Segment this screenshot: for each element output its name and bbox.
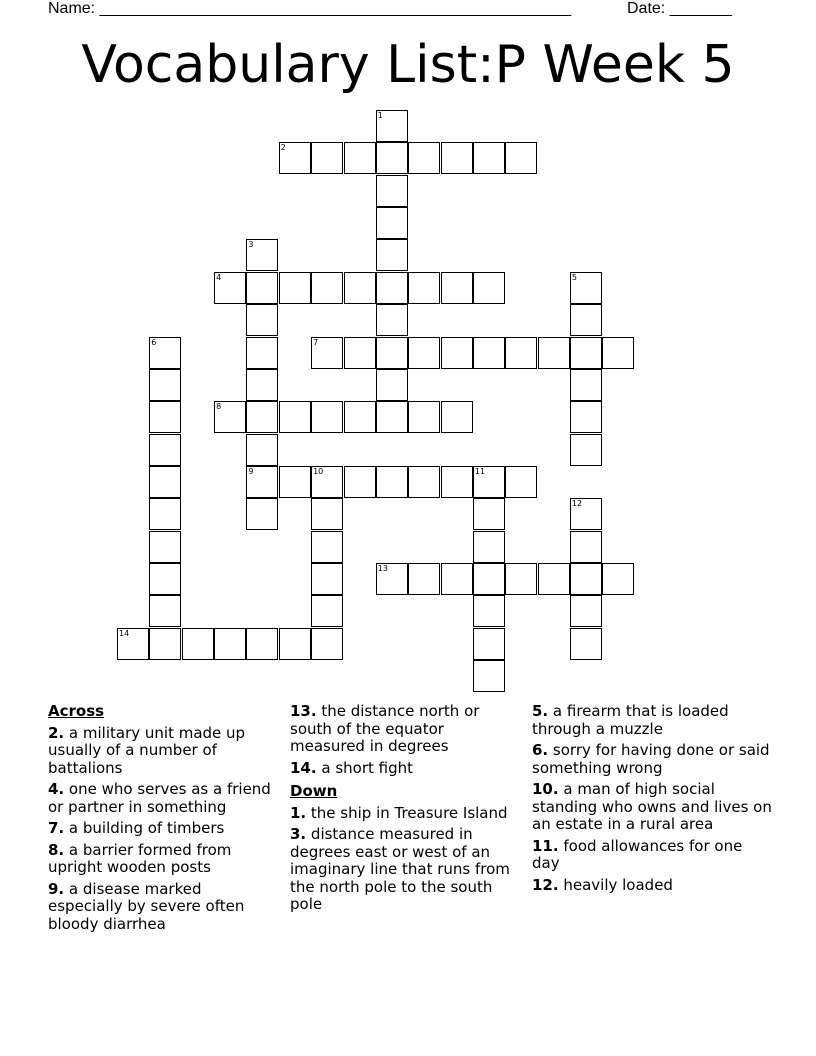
grid-cell[interactable]	[344, 466, 376, 498]
clue-number: 13	[377, 563, 388, 573]
grid-cell[interactable]	[279, 142, 311, 174]
grid-cell[interactable]	[149, 595, 181, 627]
grid-cell[interactable]	[246, 304, 278, 336]
clue-number: 7	[313, 337, 319, 347]
grid-cell[interactable]	[570, 563, 602, 595]
clue-number: 11	[474, 466, 486, 476]
grid-cell[interactable]	[376, 175, 408, 207]
grid-cell[interactable]	[570, 304, 602, 336]
clue-number: 1	[377, 111, 383, 120]
grid-cell[interactable]	[376, 401, 408, 433]
grid-cell[interactable]	[279, 628, 311, 660]
grid-cell[interactable]	[441, 466, 473, 498]
grid-cell[interactable]	[441, 142, 473, 174]
clue-down-5: 5. a firearm that is loaded through a muzzle	[532, 702, 729, 738]
grid-cell[interactable]	[246, 272, 278, 304]
grid-cell[interactable]	[473, 531, 505, 563]
grid-cell[interactable]	[473, 628, 505, 660]
grid-cell[interactable]	[570, 434, 602, 466]
clue-number: 10	[313, 466, 324, 476]
grid-cell[interactable]	[311, 401, 343, 433]
grid-cell[interactable]	[117, 628, 149, 660]
grid-cell[interactable]	[246, 239, 278, 271]
grid-cell[interactable]	[149, 434, 181, 466]
clue-number: 14	[119, 628, 130, 638]
grid-cell[interactable]	[214, 628, 246, 660]
clue-number: 3	[248, 240, 254, 250]
grid-cell[interactable]	[246, 434, 278, 466]
grid-cell[interactable]	[538, 337, 570, 369]
clue-across-14: 14. a short fight	[290, 758, 413, 777]
grid-cell[interactable]	[473, 660, 505, 692]
grid-cell[interactable]	[570, 628, 602, 660]
grid-cell[interactable]	[311, 498, 343, 530]
grid-cell[interactable]	[311, 563, 343, 595]
grid-cell[interactable]	[182, 628, 214, 660]
grid-cell[interactable]	[376, 304, 408, 336]
clue-number: 6	[151, 337, 157, 347]
grid-cell[interactable]	[311, 628, 343, 660]
grid-cell[interactable]	[473, 498, 505, 530]
grid-cell[interactable]	[473, 466, 505, 498]
grid-cell[interactable]	[246, 401, 278, 433]
grid-cell[interactable]	[279, 401, 311, 433]
grid-cell[interactable]	[311, 595, 343, 627]
grid-cell[interactable]	[602, 337, 634, 369]
grid-cell[interactable]	[376, 369, 408, 401]
grid-cell[interactable]	[311, 466, 343, 498]
grid-cell[interactable]	[246, 337, 278, 369]
grid-cell[interactable]	[570, 498, 602, 530]
clue-number: 8	[216, 402, 222, 412]
clue-number: 4	[216, 272, 222, 282]
grid-cell[interactable]	[376, 466, 408, 498]
grid-cell[interactable]	[473, 142, 505, 174]
grid-cell[interactable]	[570, 401, 602, 433]
down-heading: Down	[290, 782, 338, 800]
grid-cell[interactable]	[505, 563, 537, 595]
grid-cell[interactable]	[602, 563, 634, 595]
grid-cell[interactable]	[538, 563, 570, 595]
grid-cell[interactable]	[376, 142, 408, 174]
date-field[interactable]: Date: _______	[627, 0, 732, 17]
across-heading: Across	[48, 702, 105, 720]
grid-cell[interactable]	[149, 498, 181, 530]
grid-cell[interactable]	[344, 142, 376, 174]
grid-cell[interactable]	[376, 337, 408, 369]
grid-cell[interactable]	[246, 628, 278, 660]
grid-cell[interactable]	[505, 337, 537, 369]
name-field[interactable]: Name: _____________________________________________________	[48, 0, 572, 17]
grid-cell[interactable]	[473, 595, 505, 627]
grid-cell[interactable]	[408, 401, 440, 433]
grid-cell[interactable]	[570, 337, 602, 369]
grid-cell[interactable]	[441, 563, 473, 595]
grid-cell[interactable]	[376, 272, 408, 304]
grid-cell[interactable]	[149, 401, 181, 433]
grid-cell[interactable]	[279, 466, 311, 498]
clue-down-11: 11. food allowances for one day	[532, 836, 743, 872]
clue-across-8: 8. a barrier formed from upright wooden posts	[48, 840, 232, 876]
grid-cell[interactable]	[149, 531, 181, 563]
grid-cell[interactable]	[505, 466, 537, 498]
grid-cell[interactable]	[408, 337, 440, 369]
grid-cell[interactable]	[376, 239, 408, 271]
grid-cell[interactable]	[311, 531, 343, 563]
grid-cell[interactable]	[505, 142, 537, 174]
grid-cell[interactable]	[214, 401, 246, 433]
clue-down-6: 6. sorry for having done or said something wrong	[532, 741, 770, 777]
grid-cell[interactable]	[246, 498, 278, 530]
clue-down-3: 3. distance measured in degrees east or west of an imaginary line that runs from the north pole to the south pole	[290, 825, 510, 913]
grid-cell[interactable]	[344, 401, 376, 433]
grid-cell[interactable]	[570, 272, 602, 304]
clue-column-1	[48, 703, 276, 937]
grid-cell[interactable]	[570, 531, 602, 563]
grid-cell[interactable]	[246, 369, 278, 401]
grid-cell[interactable]	[149, 563, 181, 595]
clue-down-10: 10. a man of high social standing who owns and lives on an estate in a rural area	[532, 780, 772, 833]
grid-cell[interactable]	[570, 595, 602, 627]
grid-cell[interactable]	[344, 337, 376, 369]
grid-cell[interactable]	[408, 466, 440, 498]
grid-cell[interactable]	[149, 628, 181, 660]
clue-across-9: 9. a disease marked especially by severe often bloody diarrhea	[48, 879, 245, 933]
grid-cell[interactable]	[344, 272, 376, 304]
grid-cell[interactable]	[376, 563, 408, 595]
clue-column-2	[290, 703, 518, 918]
grid-cell[interactable]	[473, 563, 505, 595]
grid-cell[interactable]	[149, 466, 181, 498]
grid-cell[interactable]	[441, 337, 473, 369]
grid-cell[interactable]	[376, 110, 408, 142]
page-title: Vocabulary List:P Week 5	[81, 35, 735, 95]
grid-cell[interactable]	[311, 337, 343, 369]
clue-number: 12	[571, 499, 583, 509]
grid-cell[interactable]	[376, 207, 408, 239]
grid-cell[interactable]	[441, 272, 473, 304]
clue-column-3	[532, 703, 772, 898]
clue-across-7: 7. a building of timbers	[48, 819, 225, 837]
grid-cell[interactable]	[408, 563, 440, 595]
grid-cell[interactable]	[149, 369, 181, 401]
clue-across-2: 2. a military unit made up usually of a number of battalions	[48, 723, 246, 777]
clue-down-12: 12. heavily loaded	[532, 875, 673, 894]
clue-number: 5	[571, 272, 577, 282]
grid-cell[interactable]	[246, 466, 278, 498]
grid-cell[interactable]	[311, 142, 343, 174]
grid-cell[interactable]	[473, 337, 505, 369]
grid-cell[interactable]	[279, 272, 311, 304]
grid-cell[interactable]	[214, 272, 246, 304]
grid-cell[interactable]	[473, 272, 505, 304]
grid-cell[interactable]	[408, 272, 440, 304]
clue-down-1: 1. the ship in Treasure Island	[290, 803, 508, 822]
grid-cell[interactable]	[441, 401, 473, 433]
grid-cell[interactable]	[149, 337, 181, 369]
clue-across-4: 4. one who serves as a friend or partner in something	[48, 780, 271, 816]
grid-cell[interactable]	[408, 142, 440, 174]
clue-number: 2	[280, 143, 286, 153]
clue-number: 9	[248, 466, 254, 476]
grid-cell[interactable]	[311, 272, 343, 304]
grid-cell[interactable]	[570, 369, 602, 401]
clue-across-13: 13. the distance north or south of the equator measured in degrees	[290, 702, 480, 755]
